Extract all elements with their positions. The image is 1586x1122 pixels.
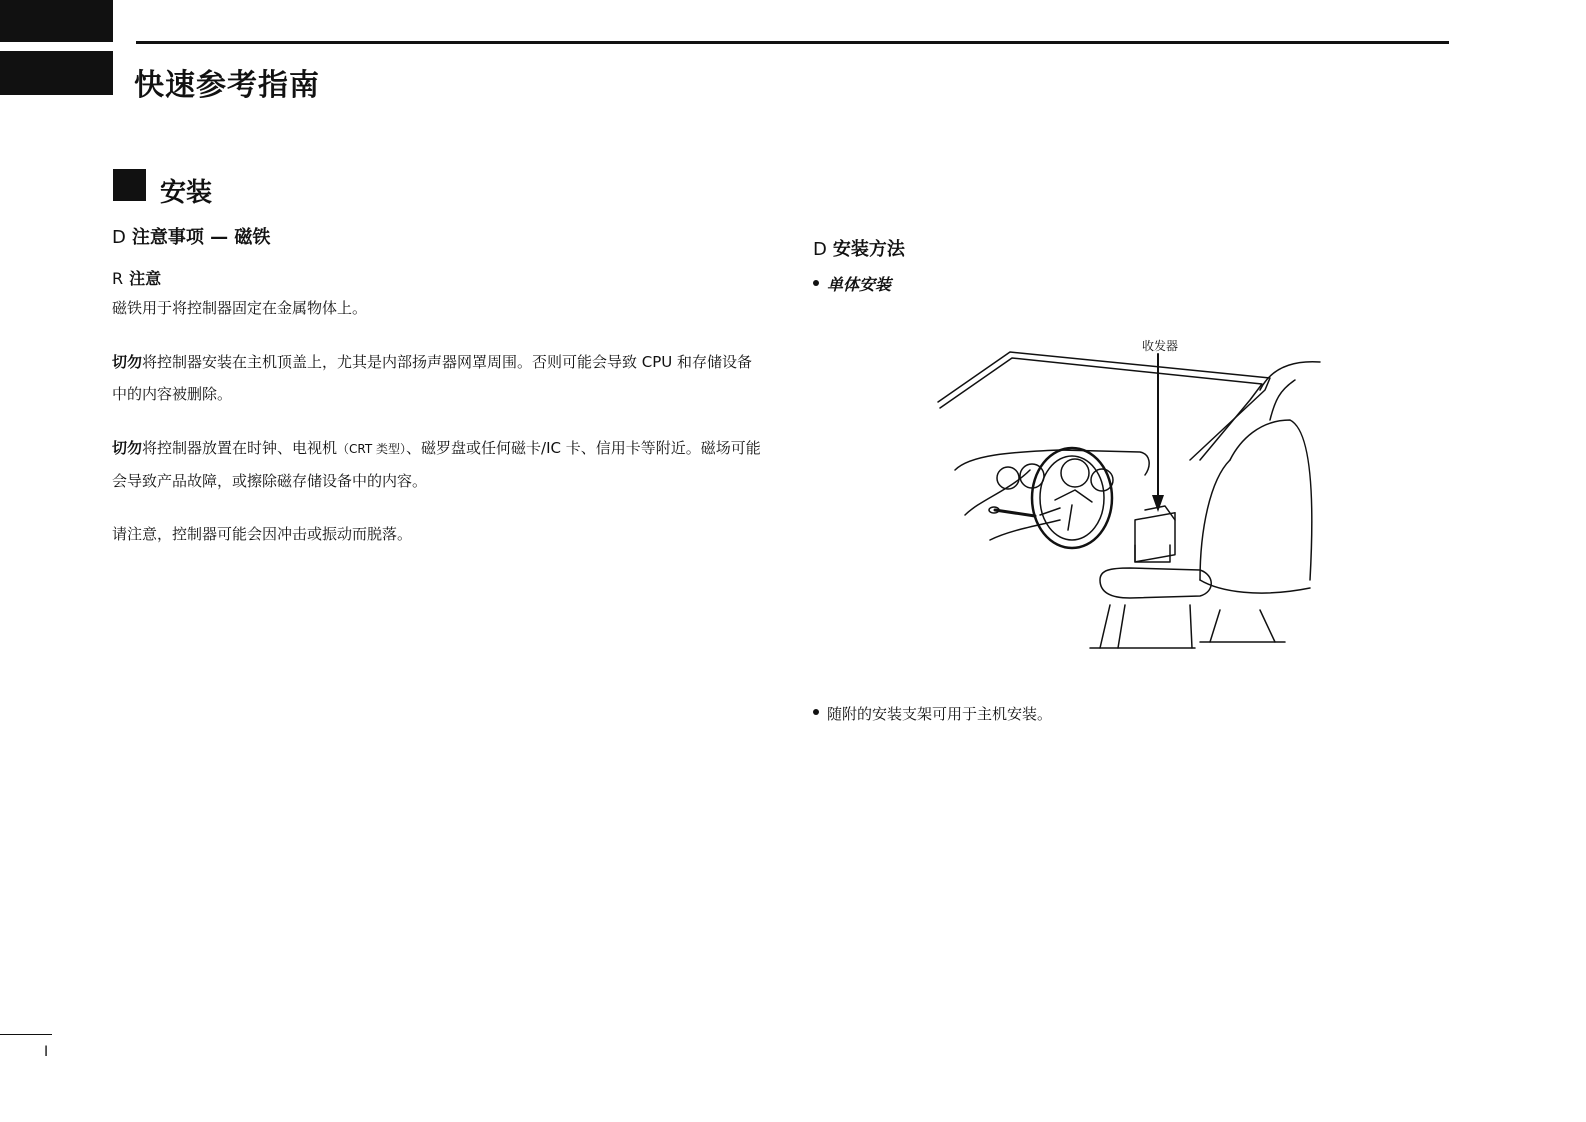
bullet-text: 随附的安装支架可用于主机安装。: [827, 705, 1053, 723]
section-title: 安装: [160, 178, 213, 208]
callout-transceiver: 收发器: [1142, 339, 1179, 353]
bullet-dot-icon: [813, 280, 819, 286]
subsection-heading-magnet: [112, 223, 270, 249]
bullet-dot-icon: [813, 709, 819, 715]
warning-text-b: 、磁罗盘或任何磁卡/IC 卡、信用卡等附近。磁场可能会导致产品故障，或擦除磁存储设备中的内容。: [112, 439, 761, 490]
warning-emphasis: 切勿: [112, 439, 143, 457]
footer-rule: [0, 1034, 52, 1035]
caution-heading: [112, 266, 161, 289]
warning-note-crt: （CRT 类型）: [337, 442, 407, 456]
subsection-marker: D: [112, 227, 126, 248]
subsection-title: 注意事项 — 磁铁: [131, 227, 271, 248]
bullet-label: 单体安装: [827, 275, 892, 294]
subsection-marker: D: [813, 239, 827, 260]
chapter-tab-bottom: [0, 51, 113, 95]
caution-marker: R: [112, 269, 124, 288]
page-number: I: [44, 1044, 49, 1060]
warning-text: 将控制器安装在主机顶盖上，尤其是内部扬声器网罩周围。否则可能会导致 CPU 和存储设备中的内容被删除。: [112, 353, 753, 403]
header-rule: [136, 41, 1449, 44]
paragraph-warning-1: [112, 346, 762, 410]
paragraph-magnet-purpose: 磁铁用于将控制器固定在金属物体上。: [112, 299, 368, 317]
bullet-bracket-note: [813, 703, 1052, 724]
vehicle-install-illustration: [930, 330, 1330, 660]
subsection-heading-method: [813, 235, 905, 261]
caution-title: 注意: [129, 269, 162, 288]
chapter-tab-top: [0, 0, 113, 42]
paragraph-vibration-note: 请注意，控制器可能会因冲击或振动而脱落。: [112, 525, 413, 543]
warning-emphasis: 切勿: [112, 353, 143, 371]
warning-text-a: 将控制器放置在时钟、电视机: [142, 439, 338, 457]
bullet-standalone-install: [813, 272, 891, 295]
page-title: 快速参考指南: [134, 68, 320, 103]
section-square-icon: [113, 169, 146, 201]
subsection-title: 安装方法: [832, 239, 905, 260]
paragraph-warning-2: [112, 432, 762, 497]
